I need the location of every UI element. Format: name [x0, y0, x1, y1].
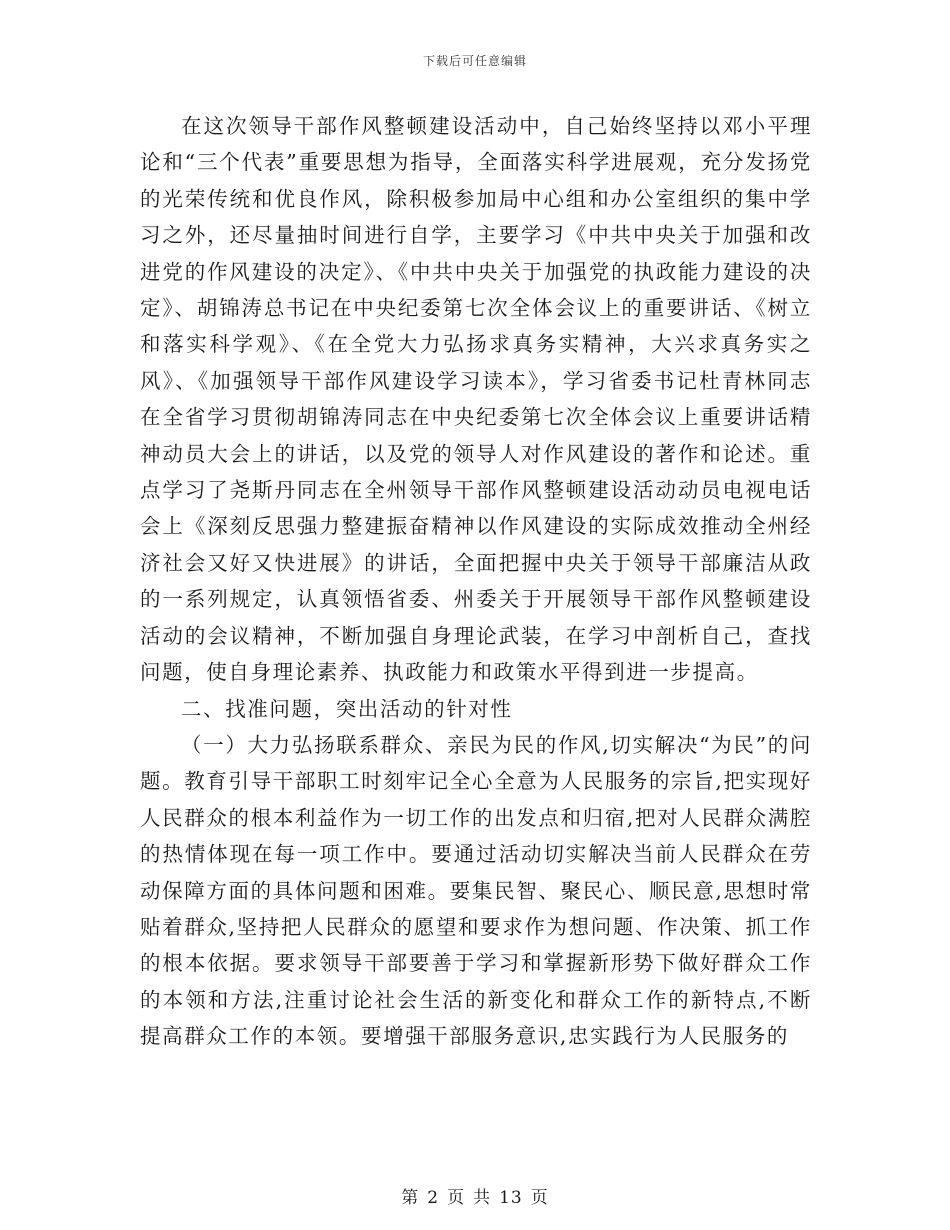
footer-label-total: 共: [473, 1188, 492, 1208]
body-paragraph-1: 在这次领导干部作风整顿建设活动中，自己始终坚持以邓小平理论和“三个代表”重要思想为指导，全面落实科学进展观，充分发扬党的光荣传统和优良作风，除积极参加局中心组和办公室组织的集中学习之外，还尽量抽时间进行自学，主要学习《中共中央关于加强和改进党的作风建设的决定》、《中共中央关于加强党的执政能力建设的决定》、胡锦涛总书记在中央纪委第七次全体会议上的重要讲话、《树立和落实科学观》、《在全党大力弘扬求真务实精神，大兴求真务实之风》、《加强领导干部作风建设学习读本》，学习省委书记杜青林同志在全省学习贯彻胡锦涛同志在中央纪委第七次全体会议上重要讲话精神动员大会上的讲话，以及党的领导人对作风建设的著作和论述。重点学习了尧斯丹同志在全州领导干部作风整顿建设活动动员电视电话会上《深刻反思强力整建振奋精神以作风建设的实际成效推动全州经济社会又好又快进展》的讲话，全面把握中央关于领导干部廉洁从政的一系列规定，认真领悟省委、州委关于开展领导干部作风整顿建设活动的会议精神，不断加强自身理论武装，在学习中剖析自己，查找问题，使自身理论素养、执政能力和政策水平得到进一步提高。: [140, 114, 812, 685]
footer-label-prefix: 第: [401, 1188, 420, 1208]
total-pages-number: 13: [499, 1188, 523, 1208]
document-body: [140, 108, 812, 1055]
page-footer: [0, 1183, 950, 1208]
section-heading-2: 二、找准问题，突出活动的针对性: [181, 696, 513, 721]
body-paragraph-2: （一）大力弘扬联系群众、亲民为民的作风,切实解决“为民”的问题。教育引导干部职工时刻牢记全心全意为人民服务的宗旨,把实现好人民群众的根本利益作为一切工作的出发点和归宿,把对人民群众满腔的热情体现在每一项工作中。要通过活动切实解决当前人民群众在劳动保障方面的具体问题和困难。要集民智、聚民心、顺民意,思想时常贴着群众,坚持把人民群众的愿望和要求作为想问题、作决策、抓工作的根本依据。要求领导干部要善于学习和掌握新形势下做好群众工作的本领和方法,注重讨论社会生活的新变化和群众工作的新特点,不断提高群众工作的本领。要增强干部服务意识,忠实践行为人民服务的: [140, 732, 812, 1049]
footer-label-suffix: 页: [530, 1188, 549, 1208]
footer-label-page: 页: [447, 1188, 466, 1208]
header-note: 下载后可任意编辑: [422, 54, 527, 68]
current-page-number: 2: [427, 1188, 440, 1208]
